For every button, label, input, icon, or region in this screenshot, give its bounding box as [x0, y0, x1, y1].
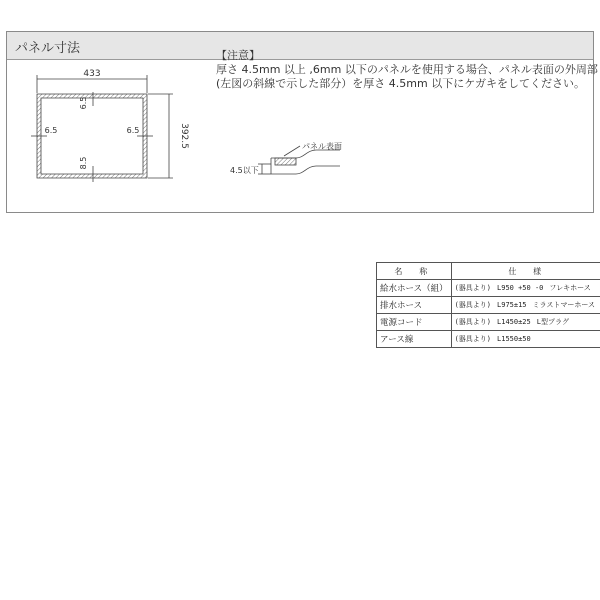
caution-line-1: 厚さ 4.5mm 以上 ,6mm 以下のパネルを使用する場合、パネル表面の外周部	[216, 63, 598, 76]
top-margin-label: 6.5	[79, 96, 88, 110]
spec-source: (器具より)	[454, 301, 492, 309]
spec-source: (器具より)	[454, 284, 492, 292]
column-header-spec: 仕 様	[451, 263, 600, 280]
spec-table	[376, 262, 600, 348]
table-header-row	[377, 263, 600, 280]
left-margin-label: 6.5	[44, 126, 58, 135]
spec-type: フレキホース	[549, 284, 591, 292]
spec-type: ミラストマーホース	[532, 301, 595, 309]
spec-source: (器具より)	[454, 335, 492, 343]
table-row	[377, 297, 600, 314]
width-label: 433	[83, 69, 101, 79]
spec-length: L1550±50	[497, 335, 531, 343]
surface-label: パネル表面	[302, 142, 342, 151]
right-margin-label: 6.5	[126, 126, 140, 135]
row-name: 排水ホース	[377, 297, 452, 314]
row-name: 給水ホース（組）	[377, 280, 452, 297]
row-name: 電源コード	[377, 314, 452, 331]
row-spec	[451, 297, 600, 314]
caution-notes	[216, 49, 598, 91]
column-header-name: 名 称	[377, 263, 452, 280]
spec-length: L950 +50 -0	[497, 284, 544, 292]
table-row	[377, 280, 600, 297]
panel-hatched-border	[37, 94, 147, 178]
thickness-label: 4.5以下	[230, 166, 259, 175]
row-spec	[451, 331, 600, 348]
row-spec	[451, 314, 600, 331]
height-label: 392.5	[179, 123, 189, 149]
spec-type: L型プラグ	[536, 318, 569, 326]
spec-length: L975±15	[497, 301, 527, 309]
table-row	[377, 331, 600, 348]
row-name: アース線	[377, 331, 452, 348]
spec-source: (器具より)	[454, 318, 492, 326]
row-spec	[451, 280, 600, 297]
bottom-margin-label: 8.5	[79, 156, 88, 170]
section-title: パネル寸法	[15, 41, 81, 56]
spec-length: L1450±25	[497, 318, 531, 326]
table-row	[377, 314, 600, 331]
caution-line-2: (左図の斜線で示した部分）を厚さ 4.5mm 以下にケガキをしてください。	[216, 77, 585, 90]
caution-heading: 【注意】	[216, 49, 260, 62]
